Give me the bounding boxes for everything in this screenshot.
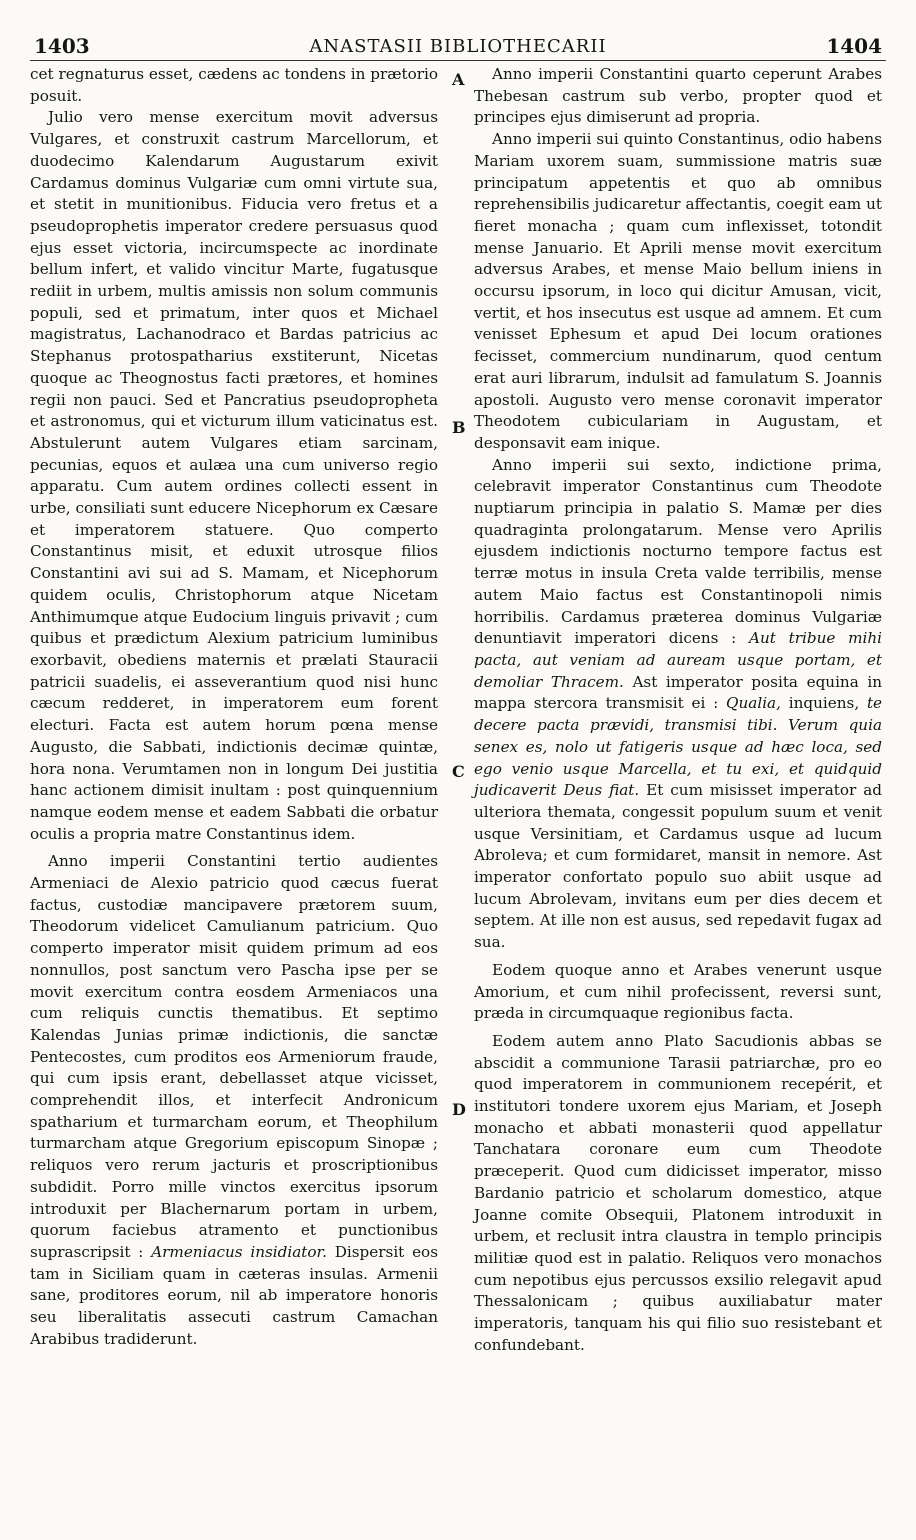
margin-marker-d: D	[452, 1100, 466, 1119]
italic-text: Aut tribue mihi pacta, aut veniam ad auream usque portam, et demoliar Thracem.	[474, 629, 882, 691]
page-header	[30, 34, 886, 61]
paragraph	[474, 455, 882, 954]
margin-marker-b: B	[452, 418, 466, 437]
page-number-left: 1403	[34, 34, 90, 58]
paragraph-text: Anno imperii Constantini tertio audientes Armeniaci de Alexio patricio quod cæcus fuerat factus, custodiæ mancipavere prætorem suum, Theodorum videlicet Camulianum patricium. Quo comperto imperator misit quidem primum ad eos nonnullos, post sanctum vero Pascha ipse per se movit exercitum contra eosdem Armeniacos una cum reliquis cunctis thematibus. Et septimo Kalendas Junias primæ indictionis, die sanctæ Pentecostes, cum proditos eos Armeniorum fraude, qui cum ipsis erant, debellasset atque vicisset, comprehendit illos, et interfecit Andronicum spatharium et turmarcham eorum, et Theophilum turmarcham atque Gregorium episcopum Sinopæ ; reliquos vero rerum jacturis et proscriptionibus subdidit. Porro mille vinctos exercitus ipsorum introduxit per Blachernarum portam in urbem, quorum faciebus atramento et punctionibus suprascripsit :	[30, 852, 438, 1261]
margin-marker-a: A	[452, 70, 465, 89]
paragraph	[30, 851, 438, 1350]
paragraph: Eodem quoque anno et Arabes venerunt usque Amorium, et cum nihil profecissent, reversi sunt, præda in circumquaque regionibus facta.	[474, 960, 882, 1023]
paragraph: Eodem autem anno Plato Sacudionis abbas se abscidit a communione Tarasii patriarchæ, pro eo quod imperatorem in communionem recepérit, et institutori tondere uxorem ejus Mariam, et Joseph monacho et abbati monasterii quod appellatur Tanchatara coronare eum cum Theodote præceperit. Quod cum didicisset imperator, misso Bardanio patricio et scholarum domestico, atque Joanne comite Obsequii, Platonem introduxit in urbem, et reclusit intra claustra in templo principis militiæ quod est in palatio. Reliquos vero monachos cum nepotibus ejus percussos exsilio relegavit apud Thessalonicam ; quibus auxiliabatur mater imperatoris, tanquam his qui filio suo resistebant et confundebant.	[474, 1031, 882, 1354]
margin-marker-c: C	[452, 762, 465, 781]
running-title: ANASTASII BIBLIOTHECARII	[309, 36, 607, 57]
paragraph-text: Anno imperii sui sexto, indictione prima, celebravit imperator Constantinus cum Theodote nuptiarum principia in palatio S. Mamæ per dies quadraginta prolongatarum. Mense vero Aprilis ejusdem indictionis nocturno tempore factus est terræ motus in insula Creta valde terribilis, mense autem Maio factus est Constantinopoli nimis horribilis. Cardamus præterea dominus Vulgariæ denuntiavit imperatori dicens :	[474, 455, 882, 648]
right-column	[474, 64, 882, 1524]
paragraph: Julio vero mense exercitum movit adversus Vulgares, et construxit castrum Marcellorum, et duodecimo Kalendarum Augustarum exivit Cardamus dominus Vulgariæ cum omni virtute sua, et stetit in munitionibus. Fiducia vero fretus et a pseudoprophetis imperator credere persuasus quod ejus esset victoria, incircumspecte ac inordinate bellum infert, et valido vincitur Marte, fugatusque rediit in urbem, multis amissis non solum communis populi, sed et primatum, inter quos et Michael magistratus, Lachanodraco et Bardas patricius ac Stephanus protospatharius exstiterunt, Nicetas quoque ac Theognostus facti prætores, et homines regii non pauci. Sed et Pancratius pseudopropheta et astronomus, qui et victurum illum vaticinatus est. Abstulerunt autem Vulgares etiam sarcinam, pecunias, equos et aulæa una cum universo regio apparatu. Cum autem ordines collecti essent in urbe, consiliati sunt educere Nicephorum ex Cæsare et imperatorem statuere. Quo comperto Constantinus misit, et eduxit utrosque filios Constantini avi sui ad S. Mamam, et Nicephorum quidem oculis, Christophorum atque Nicetam Anthimumque atque Eudocium linguis privavit ; cum quibus et prædictum Alexium patricium luminibus exorbavit, obediens maternis et prælati Stauracii patricii suadelis, ei asseverantium quod nisi hunc cæcum redderet, in imperatorem eum forent electuri. Facta est autem horum pœna mense Augusto, die Sabbati, indictionis decimæ quintæ, hora nona. Verumtamen non in longum Dei justitia hanc actionem dimisit inultam : post quinquennium namque eodem mense et eadem Sabbati die orbatur oculis a propria matre Constantinus idem.	[30, 108, 438, 843]
paragraph-text: inquiens,	[788, 694, 860, 713]
italic-text: Qualia,	[726, 694, 781, 713]
paragraph: cet regnaturus esset, cædens ac tondens in prætorio posuit.	[30, 65, 438, 105]
paragraph: Anno imperii sui quinto Constantinus, odio habens Mariam uxorem suam, summissione matris suæ principatum appetentis et quo ab omnibus reprehensibilis judicaretur affectantis, coegit eam ut fieret monacha ; quam cum inflexisset, totondit mense Januario. Et Aprili mense movit exercitum adversus Arabes, et mense Maio bellum iniens in occursu ipsorum, in loco qui dicitur Amusan, vicit, vertit, et hos insecutus est usque ad amnem. Et cum venisset Ephesum et apud Dei locum orationes fecisset, commercium nundinarum, quod centum erat auri librarum, indulsit ad famulatum S. Joannis apostoli. Augusto vero mense coronavit imperator Theodotem cubiculariam in Augustam, et desponsavit eam inique.	[474, 130, 882, 452]
paragraph-text: Ast imperator posita equina in mappa stercora transmisit ei :	[474, 672, 883, 713]
paragraph: Anno imperii Constantini quarto ceperunt Arabes Thebesan castrum sub verbo, propter quod et principes ejus dimiserunt ad propria.	[474, 65, 882, 127]
italic-text: Armeniacus insidiator.	[151, 1242, 327, 1261]
paragraph-text: Dispersit eos tam in Siciliam quam in cæteras insulas. Armenii sane, proditores eorum, nil ab imperatore honoris seu liberalitatis assecuti castrum Camachan Arabibus tradiderunt.	[30, 1242, 438, 1348]
left-column	[30, 64, 438, 1524]
page-number-right: 1404	[826, 34, 882, 58]
italic-text: te decere pacta prævidi, transmisi tibi. Verum quia senex es, nolo ut fatigeris usque ad hæc loca, sed ego venio usque Marcella, et tu exi, et quidquid judicaverit Deus fiat.	[474, 694, 883, 800]
paragraph-text: Et cum misisset imperator ad ulteriora themata, congessit populum suum et venit usque Versinitiam, et Cardamus usque ad lucum Abroleva; et cum formidaret, mansit in nemore. Ast imperator confortato populo suo abiit usque ad lucum Abrolevam, invitans eum per dies decem et septem. At ille non est ausus, sed repedavit fugax ad sua.	[474, 781, 882, 952]
